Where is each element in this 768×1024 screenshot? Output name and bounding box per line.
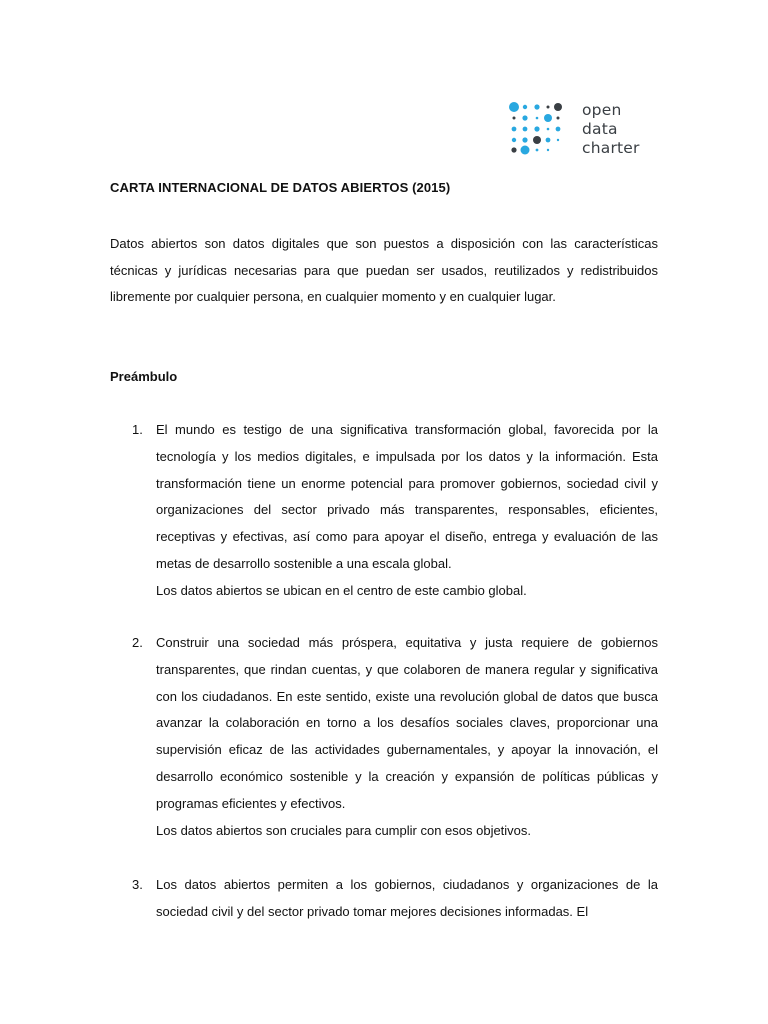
list-item-number: 2. (132, 635, 143, 650)
list-item-text (156, 630, 658, 844)
logo-wordmark (582, 101, 640, 158)
dot-grid-logo-icon (508, 100, 568, 156)
logo-word-open: open (582, 101, 622, 119)
list-item-text (156, 872, 658, 926)
list-item-text (156, 417, 658, 605)
list-item-number: 1. (132, 422, 143, 437)
list-item-closing: Los datos abiertos son cruciales para cumplir con esos objetivos. (156, 822, 532, 838)
intro-paragraph: Datos abiertos son datos digitales que son puestos a disposición con las características técnicas y jurídicas necesarias para que puedan ser usados, reutilizados y redistribuidos libremente por cualquier persona, en cualquier momento y en cualquier lugar. (110, 236, 658, 304)
document-title: CARTA INTERNACIONAL DE DATOS ABIERTOS (2015) (110, 180, 451, 195)
list-item-number: 3. (132, 877, 143, 892)
section-heading-preambulo: Preámbulo (110, 369, 178, 384)
list-item-paragraph: El mundo es testigo de una significativa transformación global, favorecida por la tecnología y los medios digitales, e impulsada por los datos y la información. Esta transformación tiene un enorme potencial para promover gobiernos, sociedad civil y organizaciones del sector privado más transparentes, responsables, eficientes, receptivas y efectivas, así como para apoyar el diseño, entrega y evaluación de las metas de desarrollo sostenible a una escala global. (156, 422, 658, 571)
open-data-charter-logo (508, 100, 658, 156)
list-item-paragraph: Los datos abiertos permiten a los gobiernos, ciudadanos y organizaciones de la sociedad civil y del sector privado tomar mejores decisiones informadas. El (156, 877, 658, 919)
list-item-closing: Los datos abiertos se ubican en el centro de este cambio global. (156, 582, 527, 598)
logo-word-data: data (582, 120, 618, 138)
list-item-paragraph: Construir una sociedad más próspera, equitativa y justa requiere de gobiernos transparentes, que rindan cuentas, y que colaboren de manera regular y significativa con los ciudadanos. En este sentido, existe una revolución global de datos que busca avanzar la colaboración en torno a los desafíos sociales claves, proporcionar una supervisión eficaz de las actividades gubernamentales, y apoyar la innovación, el desarrollo económico sostenible y la creación y expansión de políticas públicas y programas eficientes y efectivos. (156, 635, 658, 811)
logo-word-charter: charter (582, 139, 640, 157)
